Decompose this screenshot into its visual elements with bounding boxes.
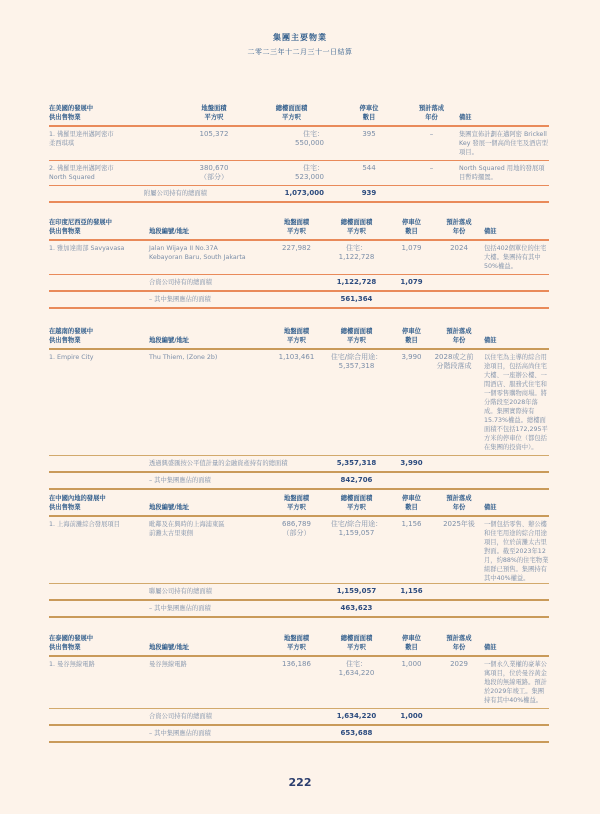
col-site-area: 地盤面積 平方呎 [201, 105, 227, 121]
table-row: 1. Empire City Thu Thiem, (Zone 2b) 1,103,461 住宅/綜合用途： 5,357,318 3,990 2028或之前分階段落成 以住宅為主導的綜合用途項目，包括高尚住宅大樓、一座辦公樓、一間酒店、服務式住宅和一個零售購物商場。將分階段至2028年落成。集團實際持有15.73%權益。總樓面面積不包括172,295平方米的停車位（都包括在集團的投資中）。 [49, 353, 548, 451]
share-row: – 其中集團應佔的面積 653,688 [149, 729, 373, 737]
share-row: – 其中集團應佔的面積 561,364 [149, 295, 373, 303]
col-parking: 停車位 數目 [359, 105, 379, 121]
total-row: 附屬公司持有的總面積 1,073,000 939 [144, 189, 377, 197]
section-indonesia: 在印度尼西亞的發展中 供出售物業 地段編號/地址 地盤面積 平方呎 總樓面面積 平方呎 停車位 數目 預計落成 年份 備註 1. 雅加達南部 Savyavasa Jalan Wijaya II No.37A Kebayoran Baru, South Jakarta 227,982 住宅： 1,122,728 1,079 2024 包括402個單位的住宅大樓。集團持有其中50%權益。 合資公司持有的總面積 1,122,728 1,079 – 其中集團應佔的面積 561,364 [49, 218, 549, 309]
total-row: 透過興盛匯按公平值計量的金融資產持有的總面積 5,357,318 3,990 [149, 459, 423, 467]
total-row: 合資公司持有的總面積 1,634,220 1,000 [149, 712, 423, 720]
table-row: 1. 雅加達南部 Savyavasa Jalan Wijaya II No.37A Kebayoran Baru, South Jakarta 227,982 住宅： 1,122,728 1,079 2024 包括402個單位的住宅大樓。集團持有其中50%權益。 [49, 244, 547, 270]
section-thailand: 在泰國的發展中 供出售物業 地段編號/地址 地盤面積 平方呎 總樓面面積 平方呎 停車位 數目 預計落成 年份 備註 1. 曼谷無線電路 曼谷無線電路 136,186 住宅： 1,634,220 1,000 2029 一個永久業權的豪華公寓項目，位於曼谷黃金地段的無線電路。預計於2029年竣工。集團持有其中40%權益。 合資公司持有的總面積 1,634,220 1,000 – 其中集團應佔的面積 653,688 [49, 634, 549, 743]
page-title: 集團主要物業 [273, 33, 327, 42]
page-number: 222 [288, 776, 312, 789]
total-row: 合資公司持有的總面積 1,122,728 1,079 [149, 278, 423, 286]
col-completion: 預計落成 年份 [418, 105, 445, 121]
table-row: 1. 佛羅里達州邁阿密市 柔西琪琪 105,372 住宅： 550,000 395 – 集團宣佈計劃在邁阿密 Brickell Key 發展一個高尚住宅及酒店型項目。 [49, 130, 548, 156]
col-remarks: 備註 [459, 114, 472, 121]
us-heading: 在美國的發展中 供出售物業 [49, 105, 94, 121]
table-row: 2. 佛羅里達州邁阿密市 North Squared 380,670 （部分） 住宅： 523,000 544 – North Squared 用地的發展項目暫時擱置。 [49, 164, 545, 181]
section-vietnam: 在越南的發展中 供出售物業 地段編號/地址 地盤面積 平方呎 總樓面面積 平方呎 停車位 數目 預計落成 年份 備註 1. Empire City Thu Thiem, (Zone 2b) 1,103,461 住宅/綜合用途： 5,357,318 3,990 2028或之前分階段落成 以住宅為主導的綜合用途項目，包括高尚住宅大樓、一座辦公樓、一間酒店、服務式住宅和一個零售購物商場。將分階段至2028年落成。集團實際持有15.73%權益。總樓面面積不包括172,295平方米的停車位（都包括在集團的投資中）。 透過興盛匯按公平值計量的金融資產持有的總面積 5,357,318 3,990 – 其中集團應佔的面積 842,706 [49, 327, 549, 490]
page-subtitle: 二零二三年十二月三十一日結算 [247, 48, 353, 56]
section-china: 在中國內地的發展中 供出售物業 地段編號/地址 地盤面積 平方呎 總樓面面積 平方呎 停車位 數目 預計落成 年份 備註 1. 上海前灘綜合發展項目 毗鄰及在興時的上海浦東區 前灘太古里東側 686,789 （部分） 住宅/綜合用途： 1,159,057 1,156 2025年後 一個包括零售、辦公樓和住宅用途的綜合用途項目，位於前灘太古里對面。截至2023年12月，約88%的住宅物業組群已預售。集團持有其中40%權益。 聯屬公司持有的總面積 1,159,057 1,156 – 其中集團應佔的面積 463,623 [49, 494, 549, 618]
table-row: 1. 曼谷無線電路 曼谷無線電路 136,186 住宅： 1,634,220 1,000 2029 一個永久業權的豪華公寓項目，位於曼谷黃金地段的無線電路。預計於2029年竣工。集團持有其中40%權益。 [49, 660, 547, 704]
share-row: – 其中集團應佔的面積 463,623 [149, 604, 373, 612]
section-us [49, 104, 549, 203]
share-row: – 其中集團應佔的面積 842,706 [149, 476, 373, 484]
table-row: 1. 上海前灘綜合發展項目 毗鄰及在興時的上海浦東區 前灘太古里東側 686,789 （部分） 住宅/綜合用途： 1,159,057 1,156 2025年後 一個包括零售、辦公樓和住宅用途的綜合用途項目，位於前灘太古里對面。截至2023年12月，約88%的住宅物業組群已預售。集團持有其中40%權益。 [49, 520, 549, 582]
col-gfa: 總樓面面積 平方呎 [275, 105, 308, 121]
total-row: 聯屬公司持有的總面積 1,159,057 1,156 [149, 587, 423, 595]
